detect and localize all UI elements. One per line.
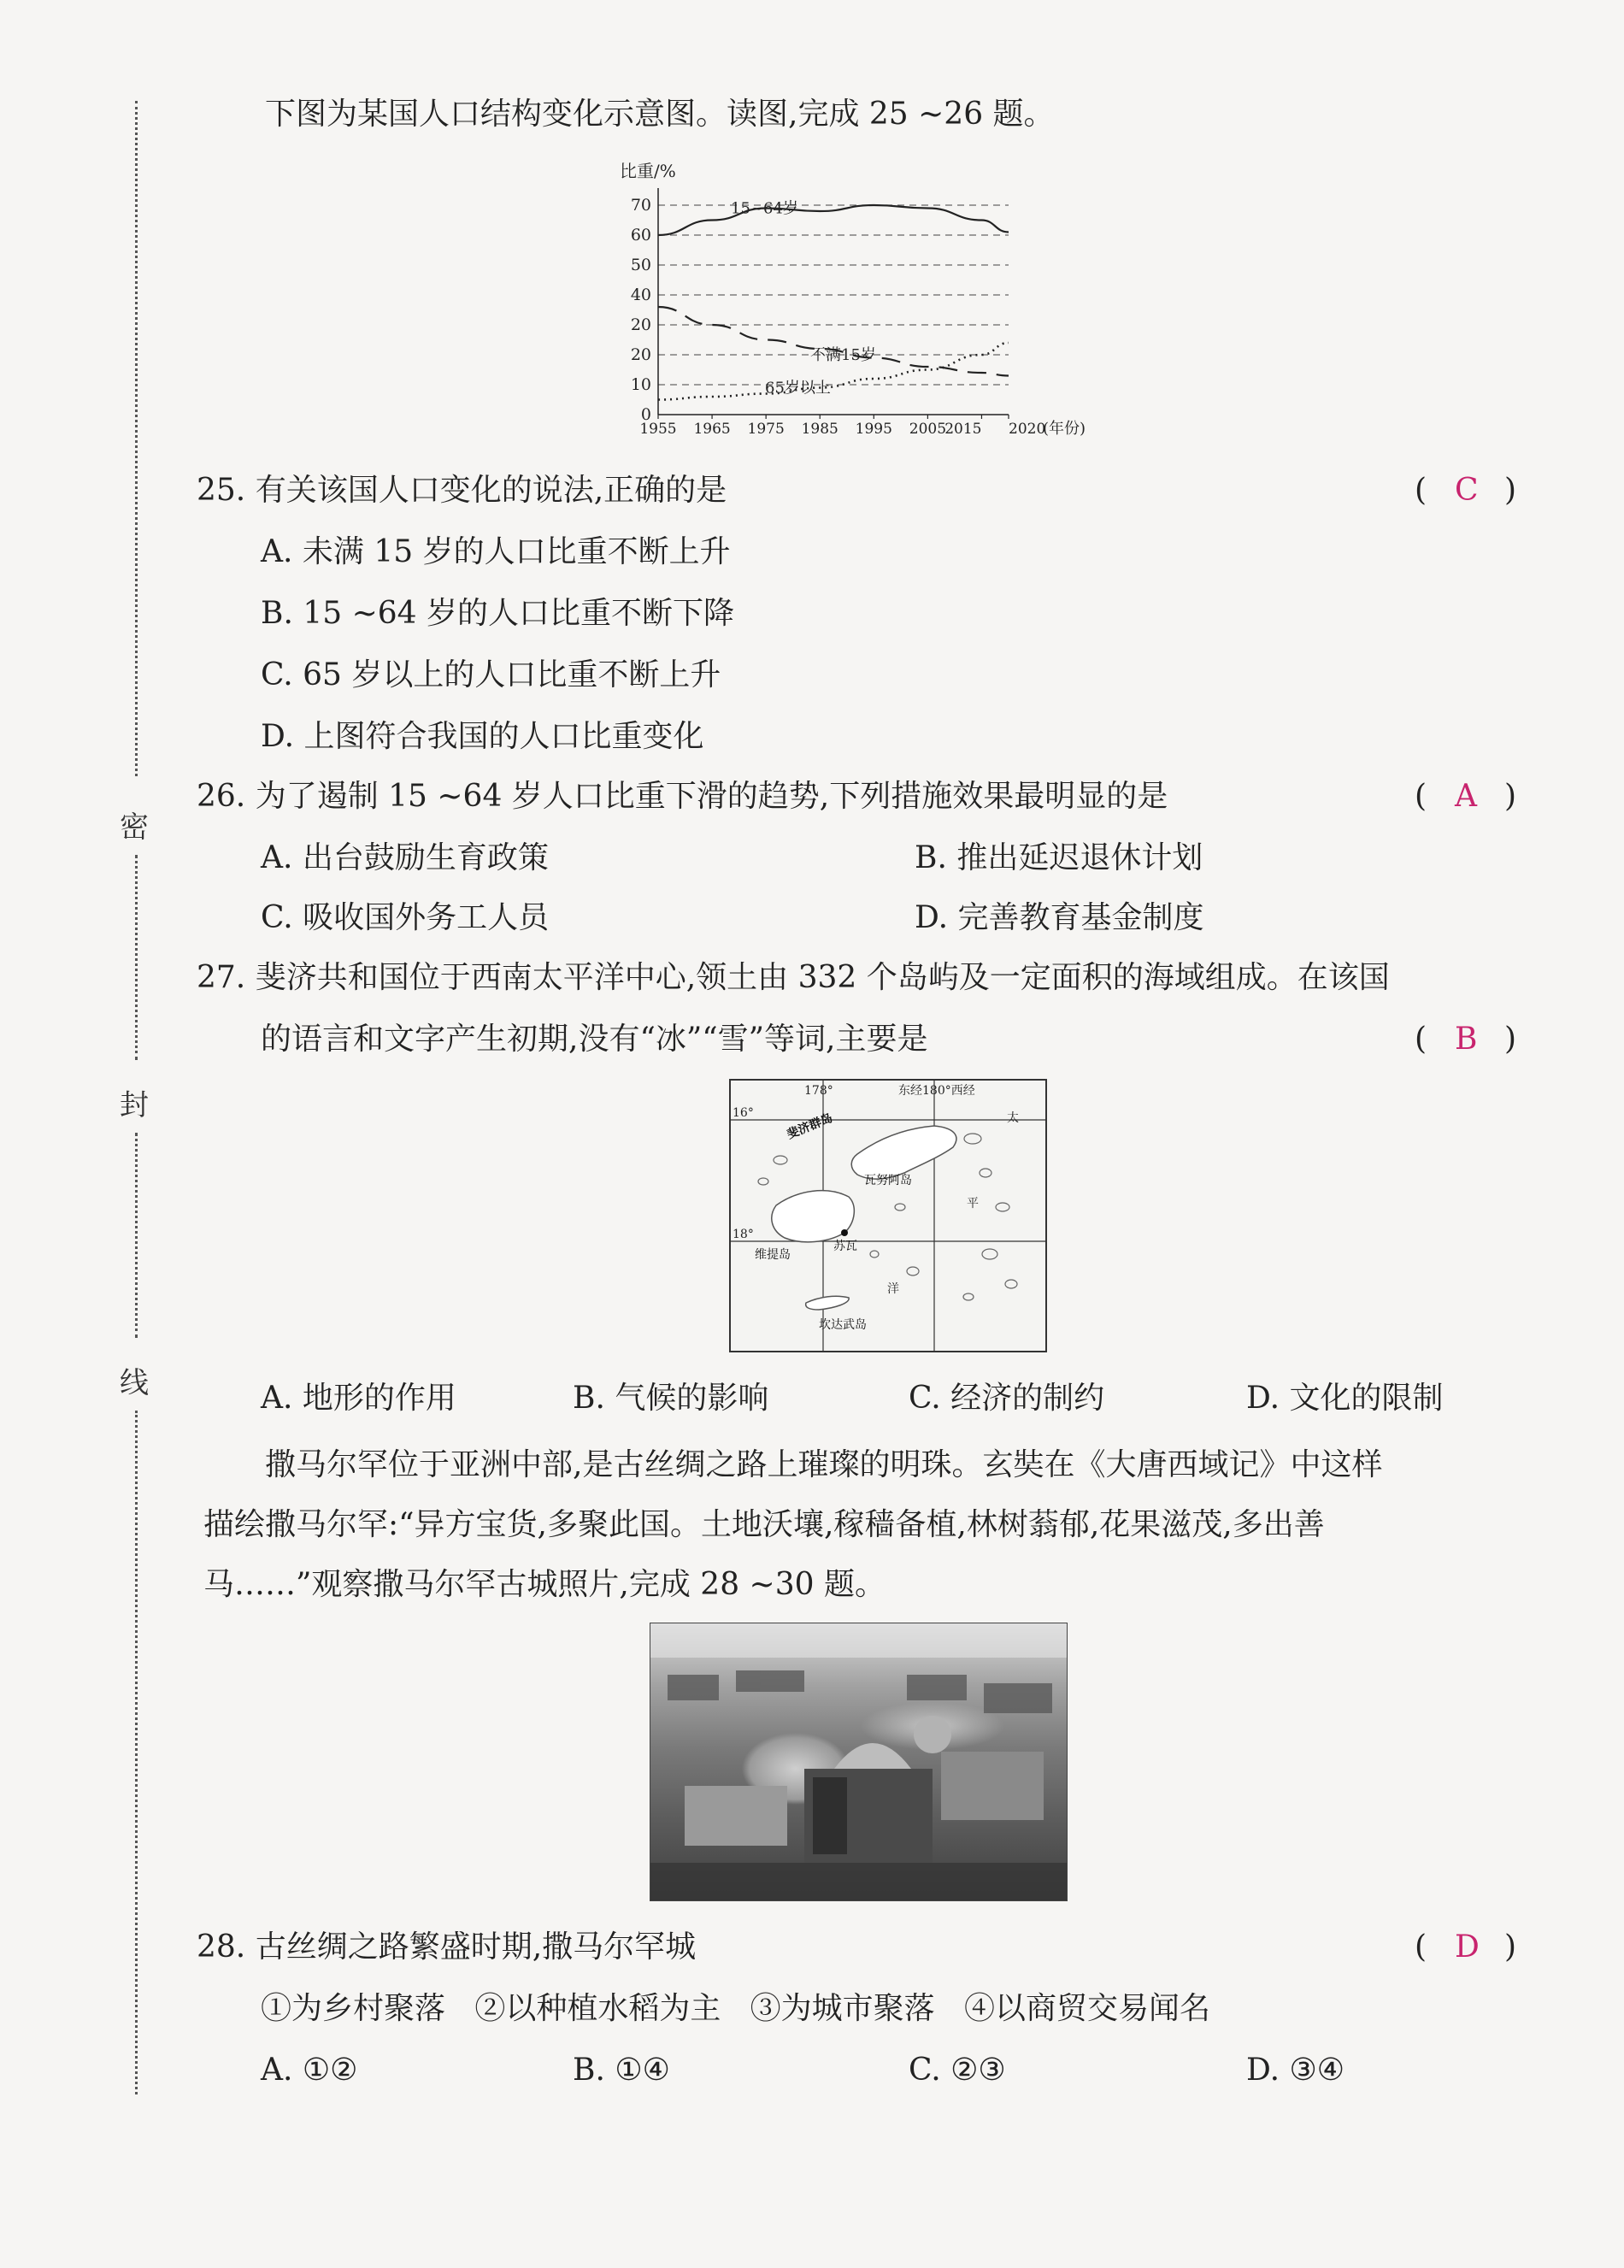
q25-stem: 25. 有关该国人口变化的说法,正确的是 bbox=[197, 473, 727, 508]
q25-option-a[interactable]: A. 未满 15 岁的人口比重不断上升 bbox=[261, 534, 731, 569]
margin-mark-feng: 封 bbox=[120, 1088, 149, 1122]
chart-ytick-label: 20 bbox=[630, 315, 651, 334]
chart-series-65-plus-label: 65岁以上 bbox=[765, 379, 831, 398]
samarkand-photo-detail bbox=[650, 1623, 1067, 1900]
q27-paren-close: ) bbox=[1504, 1022, 1517, 1057]
chart-xtick-label: 1955 bbox=[639, 421, 677, 438]
chart-series-15-64-label: 15~64岁 bbox=[731, 199, 798, 218]
q26-paren-close: ) bbox=[1504, 779, 1517, 814]
chart-ylabel: 比重/% bbox=[620, 161, 676, 181]
q28-statements: ①为乡村聚落 ②以种植水稻为主 ③为城市聚落 ④以商贸交易闻名 bbox=[261, 1991, 1210, 2026]
q28-option-a[interactable]: A. ①② bbox=[261, 2053, 358, 2088]
chart-xlabel: (年份) bbox=[1043, 420, 1086, 438]
margin-dotted-line-2 bbox=[135, 855, 138, 1060]
chart-xtick-label: 1975 bbox=[747, 421, 785, 438]
chart-xtick-label: 2005 bbox=[909, 421, 947, 438]
q26-option-c[interactable]: C. 吸收国外务工人员 bbox=[261, 900, 550, 935]
q27-paren-open: ( bbox=[1415, 1022, 1427, 1057]
q25-answer: C bbox=[1455, 473, 1479, 508]
intro-25-26: 下图为某国人口结构变化示意图。读图,完成 25 ~26 题。 bbox=[265, 97, 1055, 132]
population-chart bbox=[607, 158, 1137, 449]
q28-option-b[interactable]: B. ①④ bbox=[573, 2053, 670, 2088]
margin-dotted-line-3 bbox=[135, 1133, 138, 1338]
chart-xtick-label: 2020 bbox=[1009, 421, 1046, 438]
fiji-map bbox=[729, 1079, 1047, 1352]
q28-paren-close: ) bbox=[1504, 1929, 1517, 1965]
chart-xtick-label: 1985 bbox=[801, 421, 838, 438]
q27-stem-line1: 27. 斐济共和国位于西南太平洋中心,领土由 332 个岛屿及一定面积的海域组成。在该国 bbox=[197, 960, 1390, 995]
q25-paren-open: ( bbox=[1415, 473, 1427, 508]
chart-xtick-label: 2015 bbox=[944, 421, 982, 438]
chart-xtick-label: 1995 bbox=[855, 421, 892, 438]
margin-dotted-line-1 bbox=[135, 101, 138, 776]
chart-ytick-label: 70 bbox=[630, 196, 651, 215]
intro-28-30-line2: 描绘撒马尔罕:“异方宝货,多聚此国。土地沃壤,稼穑备植,林树蓊郁,花果滋茂,多出善 bbox=[203, 1507, 1325, 1542]
map-lon-180: 东经180°西经 bbox=[898, 1084, 975, 1098]
chart-series-15-64 bbox=[658, 205, 1009, 235]
map-lat-16: 16° bbox=[733, 1106, 754, 1120]
chart-series-under-15 bbox=[658, 307, 1009, 376]
map-ocean-3: 洋 bbox=[887, 1282, 899, 1296]
intro-28-30-line1: 撒马尔罕位于亚洲中部,是古丝绸之路上璀璨的明珠。玄奘在《大唐西域记》中这样 bbox=[265, 1447, 1383, 1482]
q27-answer: B bbox=[1455, 1022, 1478, 1057]
q25-option-c[interactable]: C. 65 岁以上的人口比重不断上升 bbox=[261, 657, 721, 692]
margin-mark-mi: 密 bbox=[120, 810, 149, 845]
q26-paren-open: ( bbox=[1415, 779, 1427, 814]
chart-ytick-label: 50 bbox=[630, 256, 651, 274]
margin-mark-xian: 线 bbox=[120, 1366, 149, 1400]
map-lon-178: 178° bbox=[804, 1084, 833, 1098]
q27-option-a[interactable]: A. 地形的作用 bbox=[261, 1381, 456, 1416]
chart-xtick-label: 1965 bbox=[693, 421, 731, 438]
q28-answer: D bbox=[1455, 1929, 1480, 1965]
chart-ytick-label: 0 bbox=[640, 405, 651, 424]
q26-stem: 26. 为了遏制 15 ~64 岁人口比重下滑的趋势,下列措施效果最明显的是 bbox=[197, 779, 1168, 814]
map-ocean-1: 太 bbox=[1007, 1111, 1019, 1125]
map-label-group: 斐济群岛 bbox=[785, 1110, 835, 1142]
q26-answer: A bbox=[1455, 779, 1477, 814]
q27-option-b[interactable]: B. 气候的影响 bbox=[573, 1381, 769, 1416]
chart-ytick-label: 60 bbox=[630, 226, 651, 244]
map-suva-dot bbox=[841, 1229, 848, 1236]
chart-ytick-label: 40 bbox=[630, 286, 651, 304]
map-lat-18: 18° bbox=[733, 1228, 754, 1241]
margin-dotted-line-4 bbox=[135, 1411, 138, 2094]
q28-stem: 28. 古丝绸之路繁盛时期,撒马尔罕城 bbox=[197, 1929, 697, 1965]
q28-option-d[interactable]: D. ③④ bbox=[1246, 2053, 1345, 2088]
q25-paren-close: ) bbox=[1504, 473, 1517, 508]
q27-option-d[interactable]: D. 文化的限制 bbox=[1246, 1381, 1444, 1416]
q26-option-d[interactable]: D. 完善教育基金制度 bbox=[915, 900, 1204, 935]
q27-stem-line2: 的语言和文字产生初期,没有“冰”“雪”等词,主要是 bbox=[261, 1022, 928, 1057]
intro-28-30-line3: 马……”观察撒马尔罕古城照片,完成 28 ~30 题。 bbox=[203, 1567, 886, 1602]
q28-paren-open: ( bbox=[1415, 1929, 1427, 1965]
map-label-vanua: 瓦努阿岛 bbox=[864, 1174, 912, 1187]
map-label-suva: 苏瓦 bbox=[833, 1240, 857, 1253]
q26-option-a[interactable]: A. 出台鼓励生育政策 bbox=[261, 840, 549, 875]
q25-option-b[interactable]: B. 15 ~64 岁的人口比重不断下降 bbox=[261, 596, 735, 631]
q26-option-b[interactable]: B. 推出延迟退休计划 bbox=[915, 840, 1203, 875]
q28-option-c[interactable]: C. ②③ bbox=[909, 2053, 1006, 2088]
map-ocean-2: 平 bbox=[967, 1197, 979, 1211]
samarkand-photo bbox=[650, 1623, 1068, 1901]
chart-ytick-label: 20 bbox=[630, 345, 651, 364]
map-label-viti: 维提岛 bbox=[755, 1248, 791, 1262]
chart-series-under-15-label: 不满15岁 bbox=[810, 346, 876, 364]
chart-ytick-label: 10 bbox=[630, 375, 651, 394]
map-label-kadavu: 坎达武岛 bbox=[819, 1318, 867, 1332]
q27-option-c[interactable]: C. 经济的制约 bbox=[909, 1381, 1105, 1416]
q25-option-d[interactable]: D. 上图符合我国的人口比重变化 bbox=[261, 719, 704, 754]
